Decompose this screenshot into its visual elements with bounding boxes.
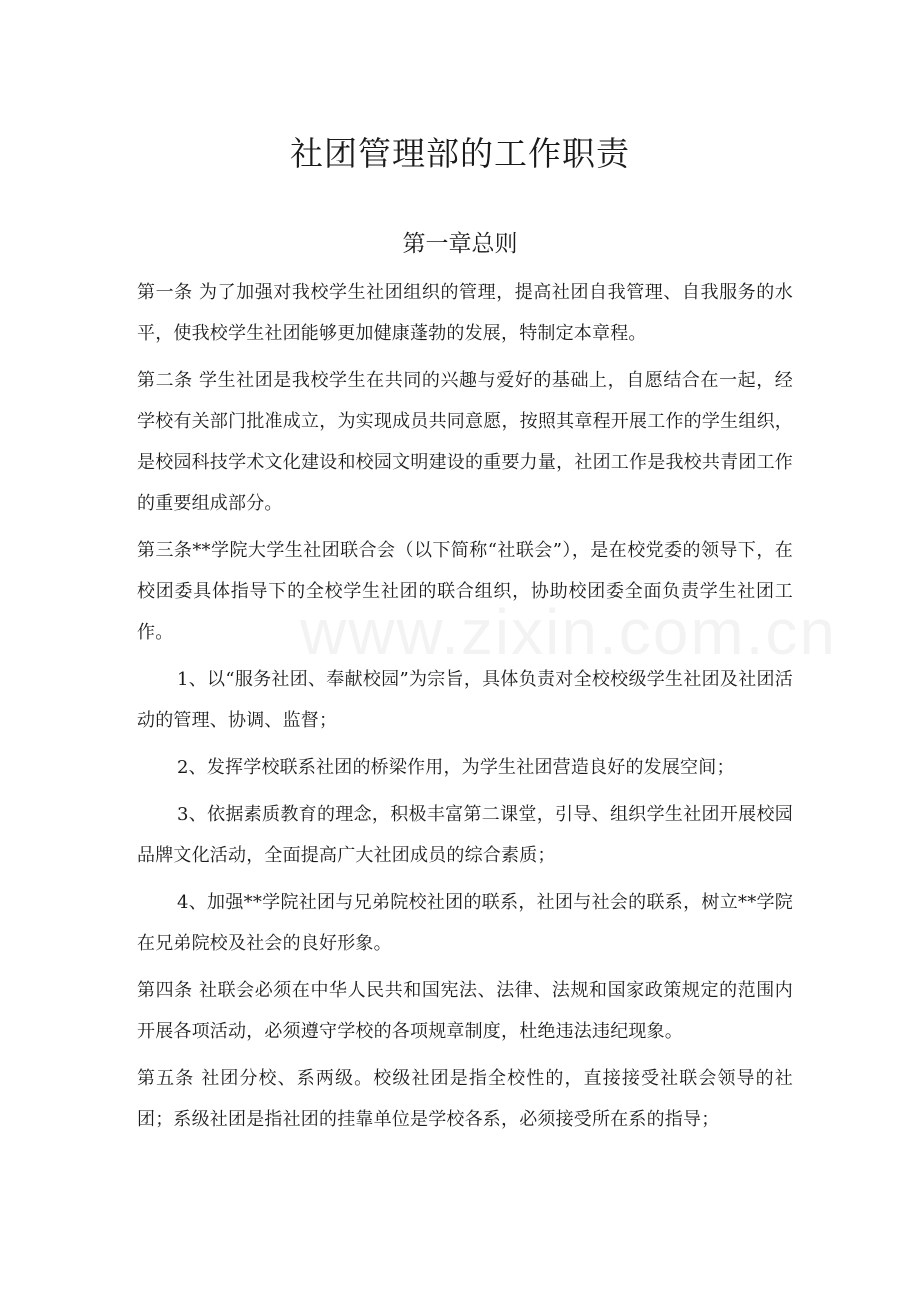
document-body [137, 272, 793, 1146]
article-1-paragraph: 第一条 为了加强对我校学生社团组织的管理，提高社团自我管理、自我服务的水平，使我校学生社团能够更加健康蓬勃的发展，特制定本章程。 [137, 282, 793, 344]
article-3-paragraph: 第三条**学院大学生社团联合会（以下简称“社联会”），是在校党委的领导下，在校团委具体指导下的全校学生社团的联合组织，协助校团委全面负责学生社团工作。 [137, 540, 793, 643]
document-title: 社团管理部的工作职责 [290, 134, 630, 173]
article-4-paragraph: 第四条 社联会必须在中华人民共和国宪法、法律、法规和国家政策规定的范围内开展各项活动，必须遵守学校的各项规章制度，杜绝违法违纪现象。 [137, 980, 793, 1042]
list-item-2: 2、发挥学校联系社团的桥梁作用，为学生社团营造良好的发展空间； [177, 757, 735, 778]
article-5-paragraph: 第五条 社团分校、系两级。校级社团是指全校性的，直接接受社联会领导的社团；系级社团是指社团的挂靠单位是学校各系，必须接受所在系的指导； [137, 1068, 793, 1130]
article-2-paragraph: 第二条 学生社团是我校学生在共同的兴趣与爱好的基础上，自愿结合在一起，经学校有关部门批准成立，为实现成员共同意愿，按照其章程开展工作的学生组织，是校园科技学术文化建设和校园文明建设的重要力量，社团工作是我校共青团工作的重要组成部分。 [137, 370, 793, 514]
list-item-3: 3、依据素质教育的理念，积极丰富第二课堂，引导、组织学生社团开展校园品牌文化活动，全面提高广大社团成员的综合素质； [137, 804, 793, 866]
chapter-title: 第一章总则 [402, 231, 518, 257]
list-item-1: 1、以“服务社团、奉献校园”为宗旨，具体负责对全校校级学生社团及社团活动的管理、协调、监督； [137, 669, 793, 731]
list-item-4: 4、加强**学院社团与兄弟院校社团的联系，社团与社会的联系，树立**学院在兄弟院校及社会的良好形象。 [137, 892, 793, 954]
